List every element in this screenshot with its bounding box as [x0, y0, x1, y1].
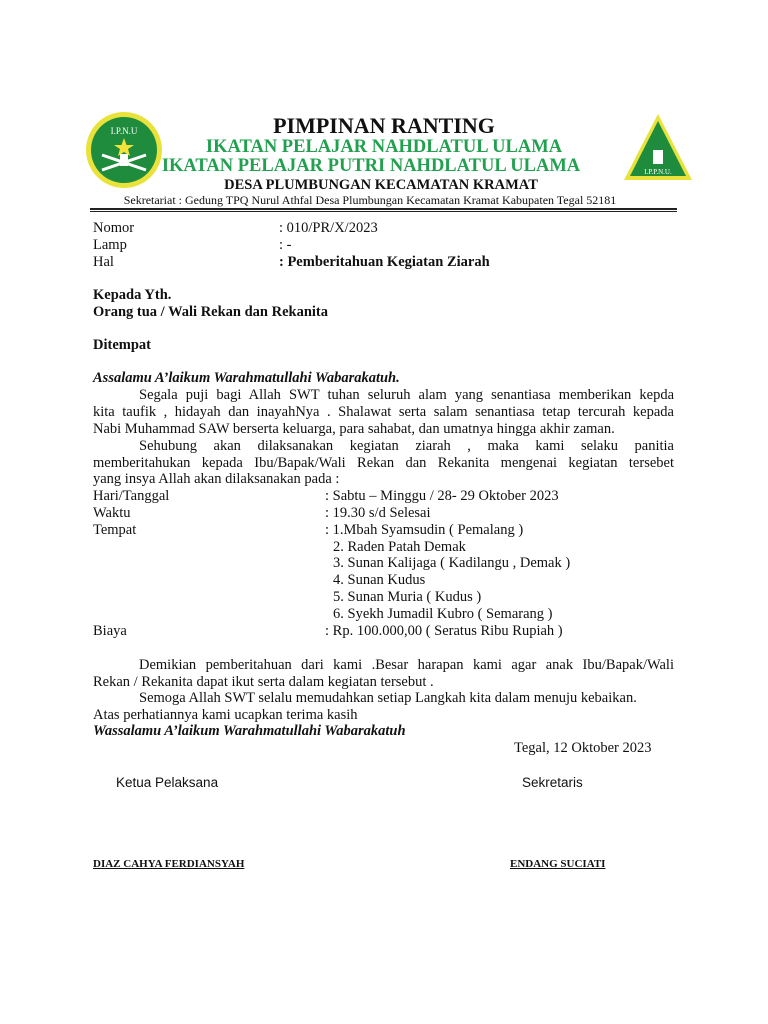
- meta-nomor: [93, 220, 378, 237]
- paragraph-line: Sehubung akan dilaksanakan kegiatan ziarah , maka kami selaku panitia: [139, 438, 674, 454]
- recipient-line1: Kepada Yth.: [93, 287, 172, 303]
- letterhead-org-ippnu: IKATAN PELAJAR PUTRI NAHDLATUL ULAMA: [161, 156, 581, 176]
- closing-line: Rekan / Rekanita dapat ikut serta dalam kegiatan tersebut .: [93, 674, 434, 690]
- closing-salam: Wassalamu A’laikum Warahmatullahi Wabarakatuh: [93, 723, 406, 739]
- closing-line: Semoga Allah SWT selalu memudahkan setiap Langkah kita dalam menuju kebaikan.: [139, 690, 637, 706]
- letterhead-divider: [90, 208, 677, 212]
- paragraph-line: memberitahukan kepada Ibu/Bapak/Wali Rekan dan Rekanita mengenai kegiatan tersebet: [93, 455, 674, 471]
- detail-place: [93, 522, 524, 539]
- meta-label: Hal: [93, 254, 114, 270]
- letterhead-title: PIMPINAN RANTING: [273, 113, 495, 138]
- paragraph-line: Nabi Muhammad SAW berserta keluarga, para sahabat, dan umatnya hingga akhir zaman.: [93, 421, 615, 437]
- detail-date: [93, 488, 559, 505]
- meta-value: : Pemberitahuan Kegiatan Ziarah: [279, 254, 490, 270]
- place-item: 4. Sunan Kudus: [333, 572, 426, 588]
- signature-left-name: DIAZ CAHYA FERDIANSYAH: [93, 858, 245, 870]
- detail-label: Waktu: [93, 505, 131, 521]
- meta-lamp: [93, 237, 292, 254]
- letterhead-org-ipnu: IKATAN PELAJAR NAHDLATUL ULAMA: [205, 137, 563, 157]
- detail-time: [93, 505, 431, 522]
- meta-label: Nomor: [93, 220, 135, 236]
- detail-value: : Rp. 100.000,00 ( Seratus Ribu Rupiah ): [325, 623, 563, 639]
- closing-line: Atas perhatiannya kami ucapkan terima kasih: [93, 707, 358, 723]
- paragraph-line: Segala puji bagi Allah SWT tuhan seluruh alam yang senantiasa memberikan kepda: [139, 387, 674, 403]
- recipient-place: Ditempat: [93, 337, 151, 353]
- recipient-line2: Orang tua / Wali Rekan dan Rekanita: [93, 304, 329, 320]
- place-item: : 1.Mbah Syamsudin ( Pemalang ): [325, 522, 524, 538]
- meta-hal: [93, 254, 490, 271]
- detail-cost: [93, 623, 563, 640]
- detail-value: : 19.30 s/d Selesai: [325, 505, 431, 521]
- detail-label: Hari/Tanggal: [93, 488, 170, 504]
- place-item: 6. Syekh Jumadil Kubro ( Semarang ): [333, 606, 553, 622]
- signature-right-role: Sekretaris: [522, 775, 583, 790]
- signature-right-name: ENDANG SUCIATI: [510, 858, 606, 870]
- detail-label: Biaya: [93, 623, 127, 639]
- svg-text:I.P.N.U: I.P.N.U: [110, 126, 138, 136]
- letterhead-region: DESA PLUMBUNGAN KECAMATAN KRAMAT: [224, 177, 538, 193]
- meta-value: : -: [279, 237, 292, 253]
- place-item: 3. Sunan Kalijaga ( Kadilangu , Demak ): [333, 555, 571, 571]
- place-item: 2. Raden Patah Demak: [333, 539, 466, 555]
- meta-label: Lamp: [93, 237, 127, 253]
- place-item: 5. Sunan Muria ( Kudus ): [333, 589, 482, 605]
- detail-value: : Sabtu – Minggu / 28- 29 Oktober 2023: [325, 488, 559, 504]
- svg-text:I.P.P.N.U.: I.P.P.N.U.: [644, 168, 672, 176]
- letterhead-address: Sekretariat : Gedung TPQ Nurul Athfal Desa Plumbungan Kecamatan Kramat Kabupaten Tegal 52181: [123, 193, 617, 207]
- paragraph-line: kita taufik , hidayah dan inayahNya . Shalawat serta salam senantiasa tetap tercurah kepada: [93, 404, 674, 420]
- signature-left-role: Ketua Pelaksana: [116, 775, 219, 790]
- meta-value: : 010/PR/X/2023: [279, 220, 378, 236]
- closing-line: Demikian pemberitahuan dari kami .Besar harapan kami agar anak Ibu/Bapak/Wali: [139, 657, 674, 673]
- greeting: Assalamu A’laikum Warahmatullahi Wabarakatuh.: [93, 370, 400, 386]
- detail-label: Tempat: [93, 522, 137, 538]
- letter-date: Tegal, 12 Oktober 2023: [514, 740, 652, 756]
- paragraph-line: yang insya Allah akan dilaksanakan pada :: [93, 471, 340, 487]
